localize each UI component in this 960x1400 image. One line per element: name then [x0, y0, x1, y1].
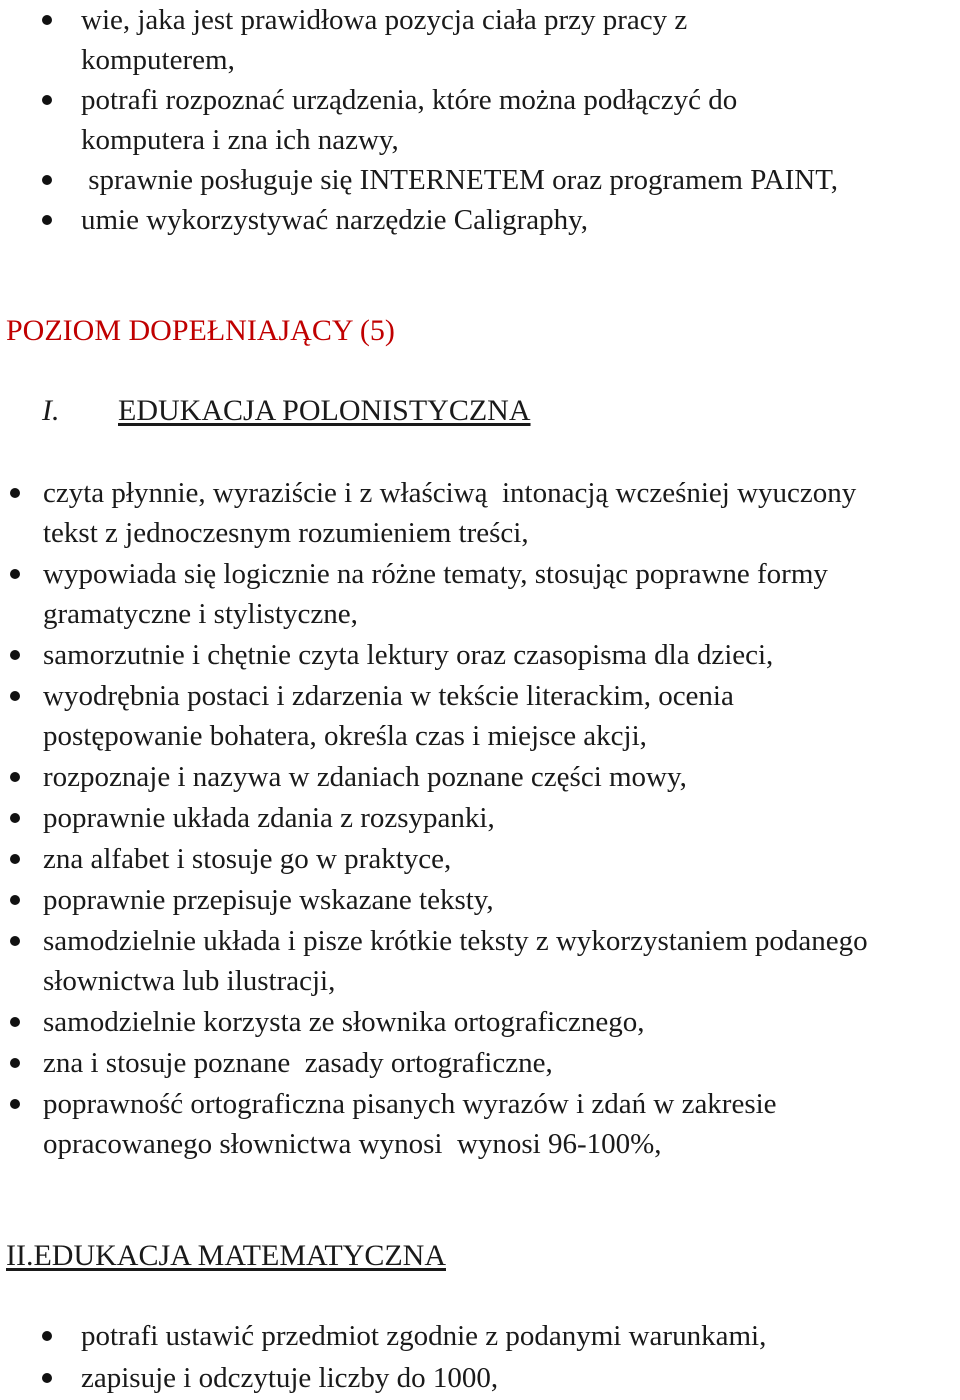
list-item: [0, 676, 960, 756]
polish-skills-list: [0, 473, 960, 1165]
list-item: [0, 473, 960, 553]
bullet-icon: [10, 1017, 20, 1027]
list-item: [0, 880, 960, 920]
bullet-icon: [42, 215, 52, 225]
bullet-icon: [10, 569, 20, 579]
level-heading: POZIOM DOPEŁNIAJĄCY (5): [6, 314, 395, 347]
list-item: [0, 1358, 941, 1398]
bullet-icon: [10, 691, 20, 701]
section-title: EDUKACJA POLONISTYCZNA: [118, 394, 531, 427]
top-skills-list: [0, 0, 941, 240]
list-item: [0, 80, 941, 160]
section-heading-math: II.EDUKACJA MATEMATYCZNA: [6, 1239, 446, 1272]
math-skills-list: [0, 1316, 941, 1400]
list-item: [0, 1316, 941, 1356]
list-item-text: samodzielnie korzysta ze słownika ortograficznego,: [43, 1006, 645, 1038]
list-item: [0, 160, 941, 200]
bullet-icon: [10, 772, 20, 782]
list-item-text: zapisuje i odczytuje liczby do 1000,: [81, 1362, 499, 1394]
section-heading-polish: [42, 391, 531, 431]
bullet-icon: [10, 813, 20, 823]
list-item-text: poprawność ortograficzna pisanych wyrazów i zdań w zakresie opracowanego słownictwa wynosi wynosi 96-100%,: [43, 1088, 784, 1160]
list-item-text: zna alfabet i stosuje go w praktyce,: [43, 843, 452, 875]
section-number: I.: [42, 394, 60, 427]
list-item: [0, 921, 960, 1001]
bullet-icon: [42, 1373, 52, 1383]
bullet-icon: [42, 175, 52, 185]
list-item-text: poprawnie układa zdania z rozsypanki,: [43, 802, 495, 834]
bullet-icon: [10, 895, 20, 905]
bullet-icon: [10, 650, 20, 660]
list-item: [0, 554, 960, 634]
list-item-text: sprawnie posługuje się INTERNETEM oraz programem PAINT,: [81, 164, 839, 196]
bullet-icon: [10, 1099, 20, 1109]
list-item-text: umie wykorzystywać narzędzie Caligraphy,: [81, 204, 589, 236]
bullet-icon: [42, 1331, 52, 1341]
list-item: [0, 798, 960, 838]
list-item-text: poprawnie przepisuje wskazane teksty,: [43, 884, 494, 916]
list-item: [0, 635, 960, 675]
list-item: [0, 200, 941, 240]
list-item: [0, 1043, 960, 1083]
bullet-icon: [10, 488, 20, 498]
bullet-icon: [10, 854, 20, 864]
list-item: [0, 757, 960, 797]
list-item-text: wypowiada się logicznie na różne tematy, stosując poprawne formy gramatyczne i stylistyczne,: [43, 558, 828, 630]
list-item: [0, 0, 941, 80]
list-item: [0, 1002, 960, 1042]
list-item-text: samorzutnie i chętnie czyta lektury oraz czasopisma dla dzieci,: [43, 639, 774, 671]
list-item-text: zna i stosuje poznane zasady ortograficzne,: [43, 1047, 553, 1079]
list-item: [0, 1084, 960, 1164]
bullet-icon: [10, 1058, 20, 1068]
list-item-text: wie, jaka jest prawidłowa pozycja ciała przy pracy z komputerem,: [81, 4, 688, 76]
bullet-icon: [42, 15, 52, 25]
list-item-text: potrafi ustawić przedmiot zgodnie z podanymi warunkami,: [81, 1320, 767, 1352]
list-item-text: samodzielnie układa i pisze krótkie teksty z wykorzystaniem podanego słownictwa lub ilustracji,: [43, 925, 868, 997]
bullet-icon: [10, 936, 20, 946]
list-item: [0, 839, 960, 879]
list-item-text: wyodrębnia postaci i zdarzenia w tekście literackim, ocenia postępowanie bohatera, określa czas i miejsce akcji,: [43, 680, 734, 752]
list-item-text: czyta płynnie, wyraziście i z właściwą intonacją wcześniej wyuczony tekst z jednoczesnym rozumieniem treści,: [43, 477, 864, 549]
bullet-icon: [42, 95, 52, 105]
list-item-text: rozpoznaje i nazywa w zdaniach poznane części mowy,: [43, 761, 687, 793]
list-item-text: potrafi rozpoznać urządzenia, które można podłączyć do komputera i zna ich nazwy,: [81, 84, 738, 156]
